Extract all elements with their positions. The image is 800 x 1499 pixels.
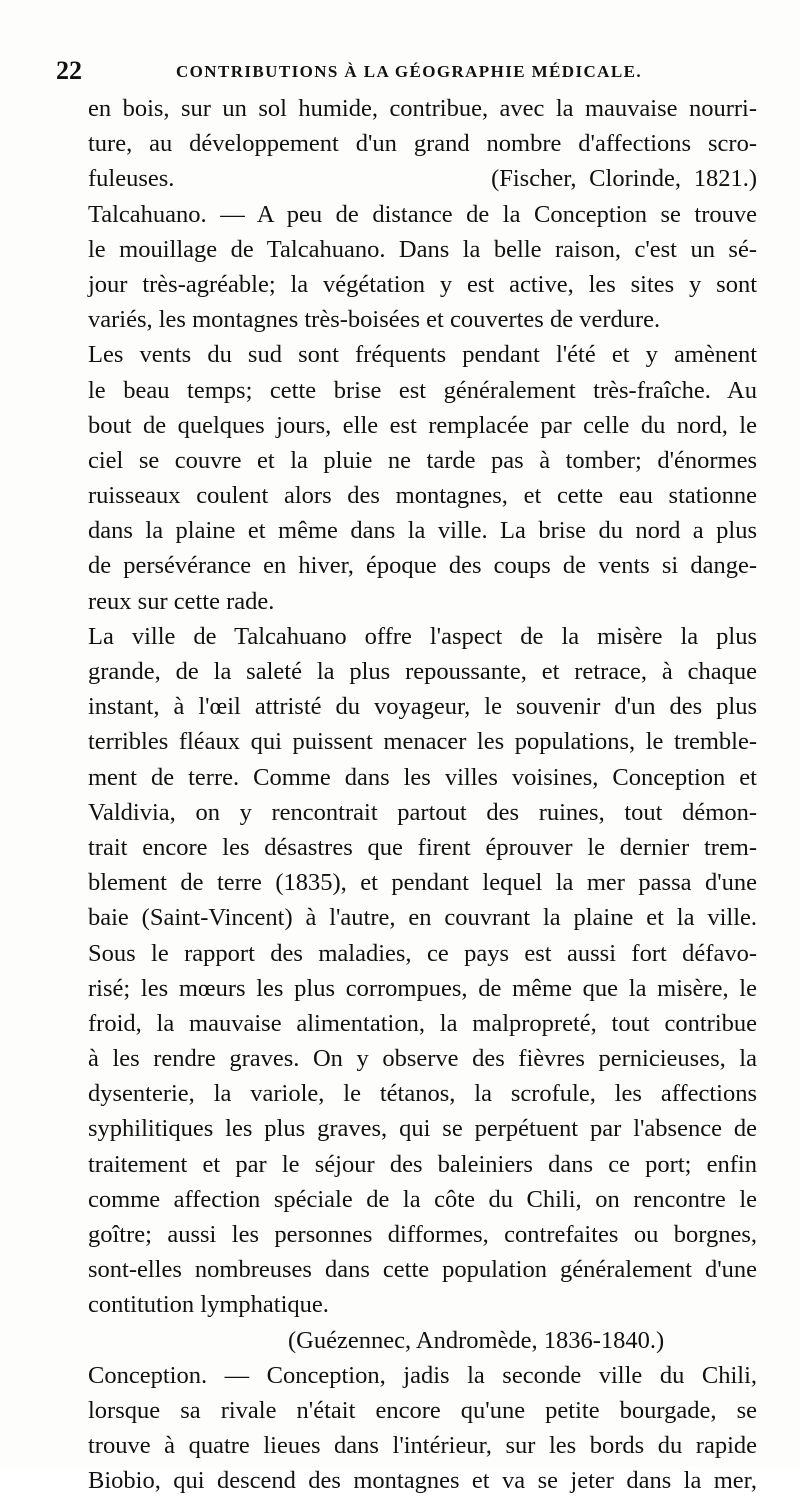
- citation-line: (Guézennec, Andromède, 1836-1840.): [288, 1326, 665, 1354]
- page-number: 22: [56, 56, 82, 85]
- text-line: Biobio, qui descend des montagnes et va se jeter dans la mer,: [88, 1467, 757, 1495]
- text-line: baie (Saint-Vincent) à l'autre, en couvrant la plaine et la ville.: [88, 904, 757, 932]
- text-line: ciel se couvre et la pluie ne tarde pas à tomber; d'énormes: [88, 446, 757, 474]
- text-line: de persévérance en hiver, époque des coups de vents si dange-: [88, 552, 757, 580]
- text-line: comme affection spéciale de la côte du Chili, on rencontre le: [88, 1185, 757, 1213]
- text-line: ment de terre. Comme dans les villes voisines, Conception et: [88, 763, 757, 791]
- text-line: reux sur cette rade.: [88, 587, 275, 615]
- text-line: Sous le rapport des maladies, ce pays est aussi fort défavo-: [88, 939, 757, 967]
- text-line: traitement et par le séjour des baleiniers dans ce port; enfin: [88, 1150, 757, 1178]
- text-line: instant, à l'œil attristé du voyageur, le souvenir d'un des plus: [88, 693, 757, 721]
- text-line: Valdivia, on y rencontrait partout des ruines, tout démon-: [88, 798, 757, 826]
- text-line: contitution lymphatique.: [88, 1291, 329, 1319]
- text-line: fuleuses. (Fischer, Clorinde, 1821.): [88, 165, 757, 193]
- text-line: jour très-agréable; la végétation y est active, les sites y sont: [88, 270, 757, 298]
- text-line: Les vents du sud sont fréquents pendant l'été et y amènent: [88, 341, 757, 369]
- text-line: ture, au développement d'un grand nombre d'affections scro-: [88, 130, 757, 158]
- page-header: [56, 56, 771, 92]
- text-line: La ville de Talcahuano offre l'aspect de la misère la plus: [88, 622, 757, 650]
- text-line: froid, la mauvaise alimentation, la malpropreté, tout contribue: [88, 1009, 757, 1037]
- text-line: bout de quelques jours, elle est remplacée par celle du nord, le: [88, 411, 757, 439]
- text-line: blement de terre (1835), et pendant lequel la mer passa d'une: [88, 869, 757, 897]
- text-line: dans la plaine et même dans la ville. La brise du nord a plus: [88, 517, 757, 545]
- text-line: grande, de la saleté la plus repoussante, et retrace, à chaque: [88, 658, 757, 685]
- text-line: trait encore les désastres que firent éprouver le dernier trem-: [88, 833, 757, 861]
- text-line: syphilitiques les plus graves, qui se perpétuent par l'absence de: [88, 1115, 757, 1143]
- text-line: terribles fléaux qui puissent menacer les populations, le tremble-: [88, 728, 757, 756]
- text-line: goître; aussi les personnes difformes, contrefaites ou borgnes,: [88, 1221, 757, 1248]
- text-line: à les rendre graves. On y observe des fièvres pernicieuses, la: [88, 1045, 757, 1073]
- running-title: CONTRIBUTIONS À LA GÉOGRAPHIE MÉDICALE.: [176, 62, 642, 81]
- text-line: en bois, sur un sol humide, contribue, avec la mauvaise nourri-: [88, 95, 757, 122]
- text-line: le beau temps; cette brise est généralement très-fraîche. Au: [88, 376, 757, 404]
- text-line: le mouillage de Talcahuano. Dans la belle raison, c'est un sé-: [88, 235, 757, 263]
- text-line: ruisseaux coulent alors des montagnes, et cette eau stationne: [88, 482, 757, 510]
- body-text: [88, 91, 757, 1499]
- text-line: dysenterie, la variole, le tétanos, la scrofule, les affections: [88, 1080, 757, 1108]
- text-line: trouve à quatre lieues dans l'intérieur, sur les bords du rapide: [88, 1432, 757, 1460]
- text-line: risé; les mœurs les plus corrompues, de même que la misère, le: [88, 974, 757, 1002]
- text-line: sont-elles nombreuses dans cette population généralement d'une: [88, 1256, 757, 1284]
- text-line: variés, les montagnes très-boisées et couvertes de verdure.: [88, 306, 661, 334]
- text-line: Talcahuano. — A peu de distance de la Conception se trouve: [88, 200, 757, 228]
- text-line: Conception. — Conception, jadis la seconde ville du Chili,: [88, 1361, 757, 1389]
- text-line: lorsque sa rivale n'était encore qu'une petite bourgade, se: [88, 1396, 757, 1424]
